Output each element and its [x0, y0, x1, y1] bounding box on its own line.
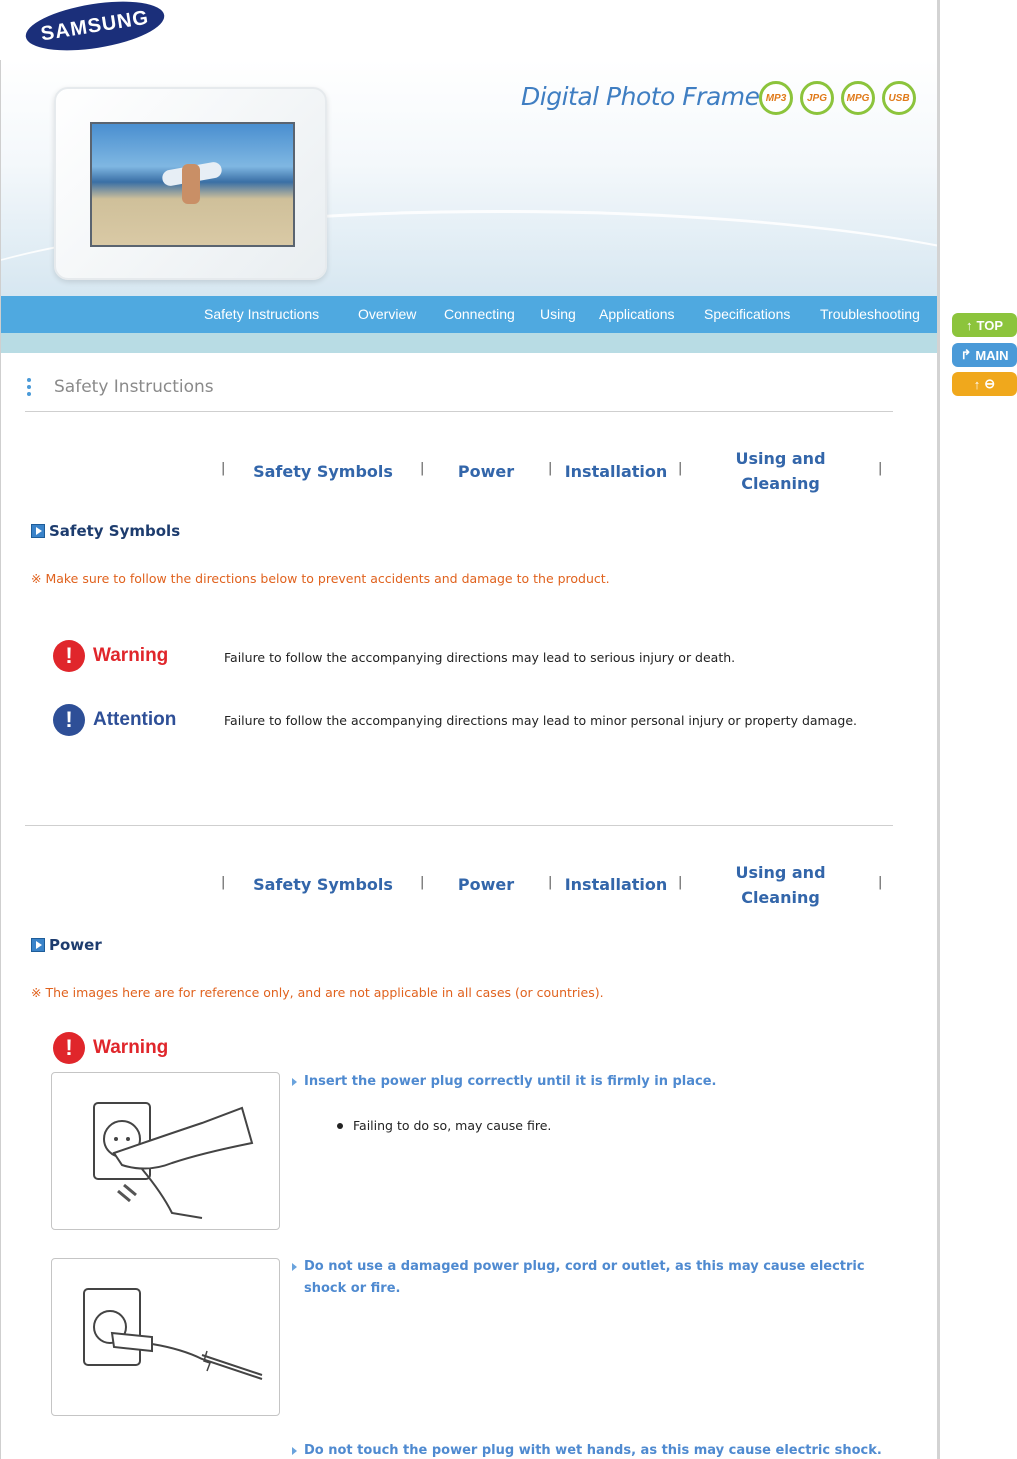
subnav-safety-symbols[interactable]: Safety Symbols: [253, 462, 393, 481]
subnav-installation[interactable]: Installation: [564, 875, 668, 894]
power-item-heading: [292, 1256, 892, 1300]
section-subnav: [25, 856, 893, 916]
main-nav: [1, 296, 937, 333]
separator: |: [548, 875, 553, 890]
bullet-icon: [337, 1123, 343, 1129]
heading-text: Insert the power plug correctly until it is firmly in place.: [304, 1074, 717, 1089]
separator: |: [221, 875, 226, 890]
nav-overview[interactable]: Overview: [358, 306, 417, 322]
arrow-turn-icon: ↱: [960, 347, 972, 362]
warning-description: Failure to follow the accompanying directions may lead to serious injury or death.: [224, 650, 736, 665]
nav-troubleshooting[interactable]: Troubleshooting: [820, 306, 920, 322]
warning-icon: !: [53, 1032, 85, 1064]
attention-label: Attention: [93, 709, 177, 730]
up-button[interactable]: [952, 372, 1017, 396]
nav-safety-instructions[interactable]: Safety Instructions: [204, 306, 320, 322]
damaged-plug-illustration: [51, 1258, 280, 1416]
subnav-safety-symbols[interactable]: Safety Symbols: [253, 875, 393, 894]
damaged-plug-drawing: [52, 1259, 280, 1416]
nav-underbar: [1, 333, 937, 353]
page-title: Safety Instructions: [54, 377, 214, 397]
section-heading-power: [31, 936, 102, 954]
product-title: Digital Photo Frame: [521, 82, 760, 111]
subnav-using-and-cleaning[interactable]: Using and Cleaning: [735, 863, 826, 907]
main-button-label: MAIN: [975, 347, 1009, 363]
heading-text: Do not touch the power plug with wet hands, as this may cause electric shock.: [304, 1443, 882, 1458]
bullet-text: Failing to do so, may cause fire.: [353, 1118, 552, 1133]
heading-text: Do not use a damaged power plug, cord or outlet, as this may cause electric shock or fire.: [304, 1259, 865, 1296]
separator: |: [878, 461, 883, 476]
mp3-badge: MP3: [759, 81, 793, 115]
section-note: ※ Make sure to follow the directions below to prevent accidents and damage to the product.: [31, 571, 610, 586]
main-button[interactable]: [952, 343, 1017, 367]
arrow-right-icon: [292, 1078, 297, 1086]
nav-using[interactable]: Using: [540, 306, 576, 322]
right-border: [937, 0, 940, 1459]
top-button[interactable]: [952, 313, 1017, 337]
plug-insert-drawing: [52, 1073, 280, 1230]
beach-photo: [90, 122, 295, 247]
nav-applications[interactable]: Applications: [599, 306, 675, 322]
separator: |: [420, 875, 425, 890]
arrow-box-icon: [31, 524, 45, 538]
section-divider: [25, 825, 893, 826]
plug-insert-illustration: [51, 1072, 280, 1230]
warning-label: Warning: [93, 1037, 169, 1058]
separator: |: [878, 875, 883, 890]
arrow-right-icon: [292, 1447, 297, 1455]
arrow-right-icon: [292, 1263, 297, 1271]
up-button-label: ⊖: [984, 376, 996, 391]
arrow-box-icon: [31, 938, 45, 952]
attention-symbol: [53, 704, 176, 736]
nav-connecting[interactable]: Connecting: [444, 306, 515, 322]
child-figure: [182, 164, 200, 204]
attention-icon: !: [53, 704, 85, 736]
separator: |: [221, 461, 226, 476]
photo-frame-image: [54, 87, 327, 280]
power-item-heading: [292, 1440, 892, 1459]
nav-specifications[interactable]: Specifications: [704, 306, 791, 322]
logo-text: SAMSUNG: [39, 6, 151, 46]
section-subnav: [25, 442, 893, 502]
samsung-logo[interactable]: [25, 4, 165, 48]
top-button-label: TOP: [976, 317, 1003, 333]
power-item-heading: [292, 1071, 892, 1093]
format-badges: [759, 81, 916, 115]
warning-icon: !: [53, 640, 85, 672]
jpg-badge: JPG: [800, 81, 834, 115]
arrow-up-icon: ↑: [973, 376, 981, 392]
heading-dots-icon: [26, 378, 32, 400]
separator: |: [420, 461, 425, 476]
arrow-up-icon: ↑: [966, 317, 973, 333]
section-title: Safety Symbols: [49, 522, 181, 540]
separator: |: [548, 461, 553, 476]
subnav-using-and-cleaning[interactable]: Using and Cleaning: [735, 449, 826, 493]
section-title: Power: [49, 936, 102, 954]
power-item-bullet: [337, 1118, 551, 1133]
subnav-power[interactable]: Power: [457, 875, 515, 894]
section-heading-safety-symbols: [31, 522, 180, 540]
title-divider: [25, 411, 893, 412]
usb-badge: USB: [882, 81, 916, 115]
subnav-installation[interactable]: Installation: [564, 462, 668, 481]
section-note: ※ The images here are for reference only, and are not applicable in all cases (or countries).: [31, 985, 604, 1000]
separator: |: [678, 875, 683, 890]
warning-label: Warning: [93, 645, 169, 666]
warning-symbol: [53, 1032, 168, 1064]
separator: |: [678, 461, 683, 476]
subnav-power[interactable]: Power: [457, 462, 515, 481]
warning-symbol: [53, 640, 168, 672]
mpg-badge: MPG: [841, 81, 875, 115]
attention-description: Failure to follow the accompanying directions may lead to minor personal injury or property damage.: [224, 713, 857, 728]
